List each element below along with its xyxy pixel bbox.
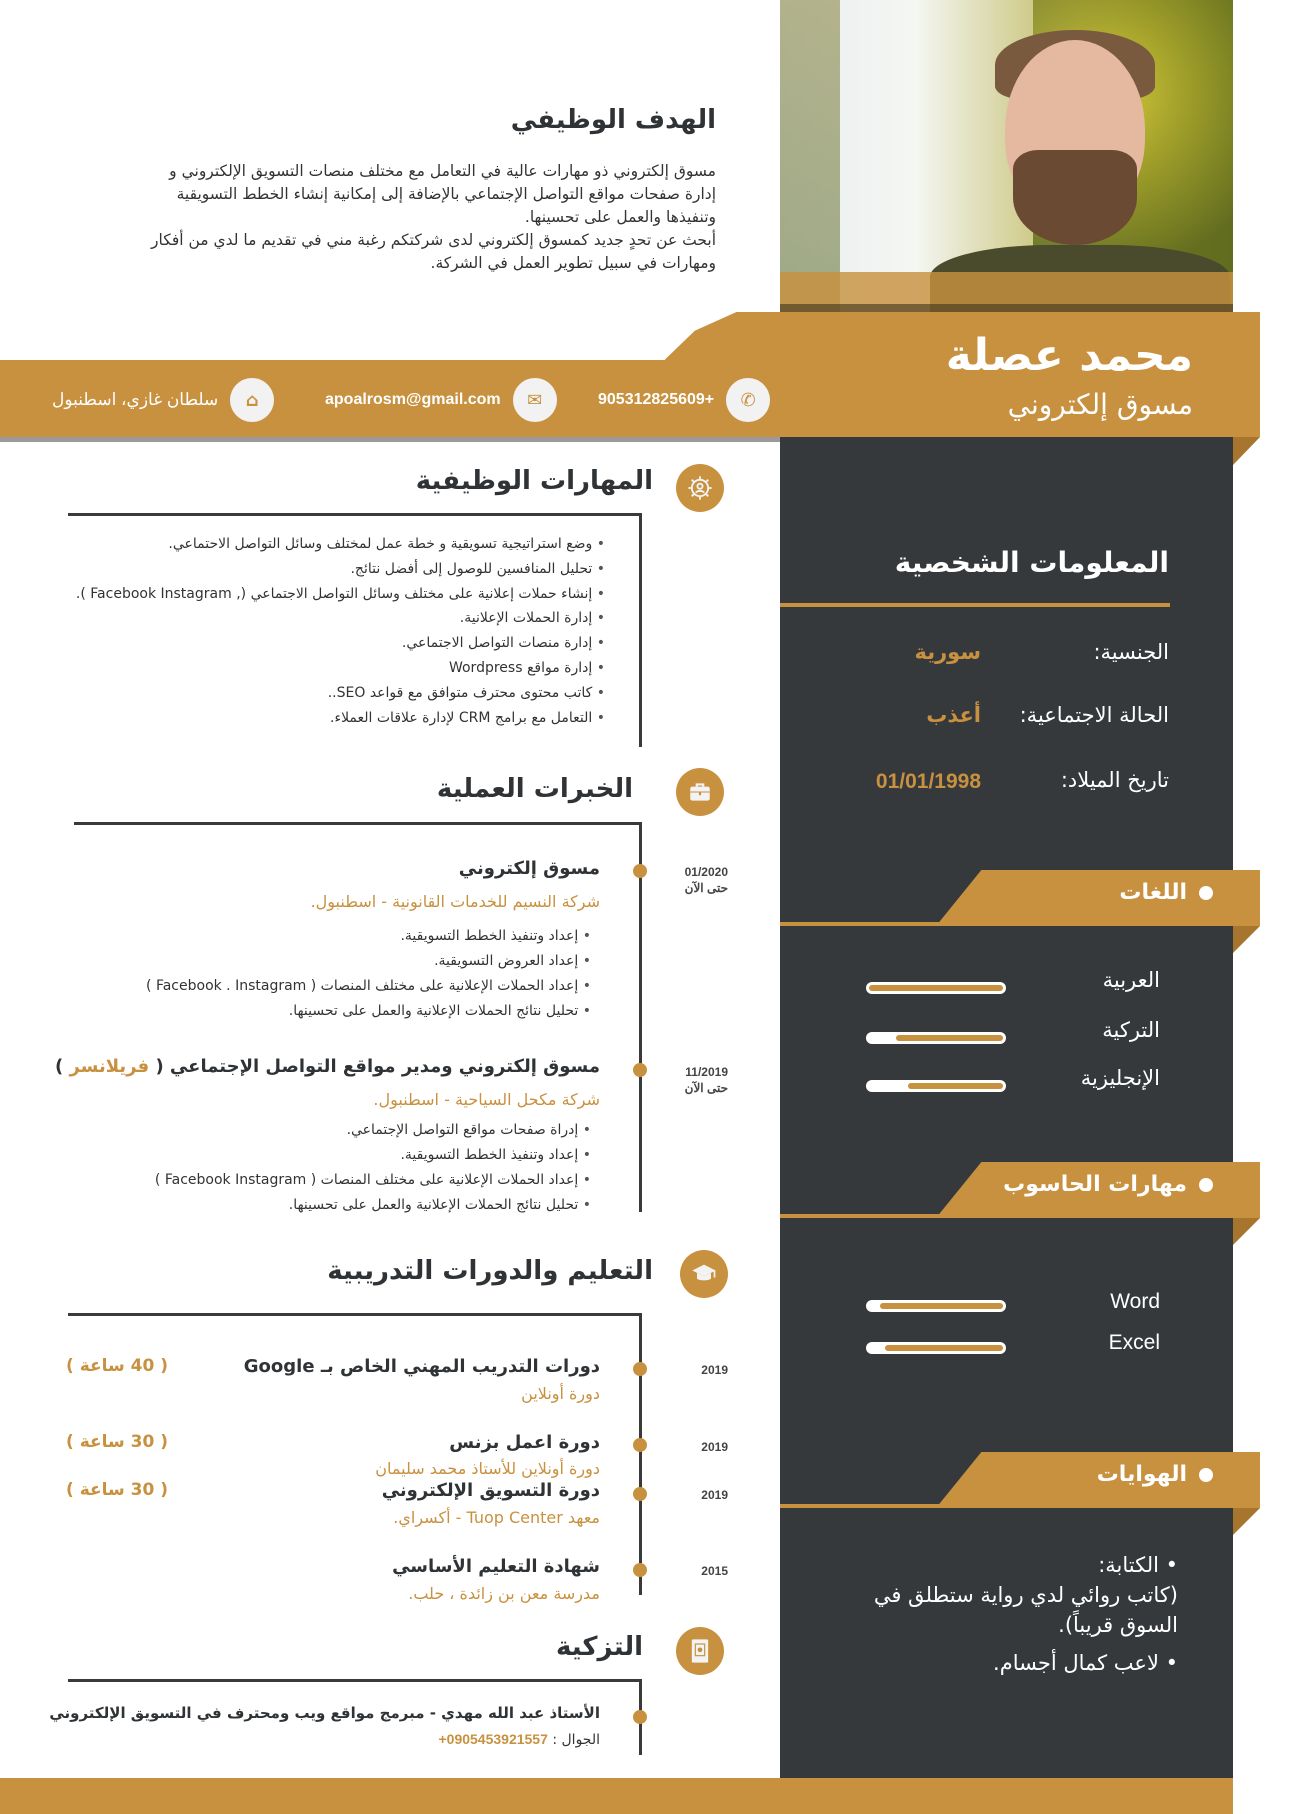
edu-hours: ( 40 ساعة ): [66, 1356, 169, 1376]
nationality-label: الجنسية:: [1093, 640, 1169, 664]
task-item: • تحليل نتائج الحملات الإعلانية والعمل على تحسينها.: [31, 999, 591, 1024]
skills-list: [45, 532, 605, 731]
bullet-dot: [1199, 1468, 1213, 1482]
job-start-date: 11/2019: [685, 1065, 728, 1079]
skill-item: • إنشاء حملات إعلانية على مختلف وسائل التواصل الاجتماعي (, Facebook Instagram ).: [45, 582, 605, 606]
job-title-main: مسوق إلكتروني ومدير مواقع التواصل الإجتماعي (: [155, 1056, 600, 1077]
computer-skill-fill: [880, 1303, 1003, 1309]
nationality-value: سورية: [914, 640, 981, 664]
education-title: التعليم والدورات التدريبية: [327, 1256, 653, 1286]
job-date: [685, 1064, 728, 1096]
hobbies-title: [1097, 1462, 1213, 1487]
computer-skill-bar: [866, 1300, 1006, 1312]
computer-skill-bar: [866, 1342, 1006, 1354]
task-item: • إعداد العروض التسويقية.: [31, 949, 591, 974]
timeline-line: [639, 1313, 642, 1595]
timeline-dot: [633, 1362, 647, 1376]
computer-skill-name: Word: [1110, 1290, 1160, 1313]
reference-contact: [438, 1731, 600, 1748]
edu-title: دورة اعمل بزنس: [449, 1432, 600, 1453]
marital-status-label: الحالة الاجتماعية:: [1019, 703, 1169, 727]
hobby-item: • الكتابة:: [1098, 1553, 1178, 1577]
language-name: الإنجليزية: [1080, 1066, 1160, 1090]
hobbies-title-text: الهوايات: [1096, 1462, 1187, 1487]
language-level-bar: [866, 1080, 1006, 1092]
section-rule: [68, 1679, 642, 1682]
edu-title: دورة التسويق الإلكتروني: [381, 1480, 600, 1501]
language-level-fill: [896, 1035, 1003, 1041]
edu-year: 2015: [701, 1564, 728, 1578]
briefcase-icon: [676, 768, 724, 816]
job-company: شركة النسيم للخدمات القانونية - اسطنبول.: [310, 892, 600, 911]
phone-text: +905312825609: [598, 391, 715, 408]
edu-sub: مدرسة معن بن زائدة ، حلب.: [408, 1584, 600, 1603]
computer-skills-title: [1003, 1172, 1213, 1197]
edu-title: شهادة التعليم الأساسي: [392, 1556, 600, 1577]
home-icon: ⌂: [230, 378, 274, 422]
job-tasks: [31, 924, 591, 1024]
banner-fold: [1233, 437, 1260, 465]
languages-title-text: اللغات: [1119, 880, 1187, 905]
job-until: حتى الآن: [684, 881, 728, 895]
skill-item: • إدارة الحملات الإعلانية.: [45, 606, 605, 631]
hobby-label: لاعب كمال أجسام.: [993, 1651, 1159, 1675]
email-text: apoalrosm@gmail.com: [325, 391, 501, 408]
reference-name: الأستاذ عبد الله مهدي - مبرمج مواقع ويب ومحترف في التسويق الإلكتروني: [49, 1704, 600, 1722]
language-level-bar: [866, 982, 1006, 994]
job-title: [55, 1056, 600, 1077]
tab-fold: [1233, 926, 1260, 953]
timeline-dot: [633, 1487, 647, 1501]
contact-address: [52, 378, 274, 422]
profile-photo: [780, 0, 1233, 312]
timeline-dot: [633, 1710, 647, 1724]
birthdate-label: تاريخ الميلاد:: [1060, 768, 1169, 792]
edu-year: 2019: [701, 1440, 728, 1454]
language-level-bar: [866, 1032, 1006, 1044]
job-tasks: [31, 1118, 591, 1218]
objective-title: الهدف الوظيفي: [510, 105, 716, 135]
edu-year: 2019: [701, 1363, 728, 1377]
skill-item: • إدارة مواقع Wordpress: [45, 656, 605, 681]
job-date: [685, 864, 728, 896]
experience-title: الخبرات العملية: [436, 774, 633, 804]
bullet-dot: [1199, 1178, 1213, 1192]
section-rule-vertical: [639, 513, 642, 747]
task-item: • إعداد الحملات الإعلانية على مختلف المنصات ( Facebook Instagram ): [31, 1168, 591, 1193]
gear-user-icon: [676, 464, 724, 512]
reference-phone[interactable]: +0905453921557: [438, 1731, 548, 1747]
timeline-dot: [633, 864, 647, 878]
objective-line: أبحث عن تحدٍ جديد كمسوق إلكتروني لدى شركتكم رغبة مني في تقديم ما لدي من أفكار: [151, 231, 716, 249]
language-name: العربية: [1102, 968, 1160, 992]
objective-text: [56, 160, 716, 275]
language-level-fill: [908, 1083, 1003, 1089]
language-level-fill: [869, 985, 1003, 991]
hobby-detail: (كاتب روائي لدي رواية ستطلق في السوق قريباً).: [873, 1583, 1178, 1637]
address-text: سلطان غازي، اسطنبول: [52, 390, 219, 409]
hobby-label: الكتابة:: [1098, 1553, 1159, 1577]
job-start-date: 01/2020: [684, 865, 728, 879]
skill-item: • كاتب محتوى محترف متوافق مع قواعد SEO..: [45, 681, 605, 706]
computer-skill-name: Excel: [1108, 1331, 1160, 1354]
envelope-icon: ✉: [513, 378, 557, 422]
job-title-close: ): [54, 1056, 64, 1077]
reference-phone-label: الجوال :: [552, 1732, 600, 1748]
edu-sub: معهد Tuop Center - أكسراي.: [393, 1508, 600, 1527]
contact-phone[interactable]: [598, 378, 770, 422]
computer-skills-title-text: مهارات الحاسوب: [1003, 1172, 1187, 1197]
marital-status-value: أعذب: [926, 703, 981, 727]
job-title-freelance: فريلانسر: [69, 1056, 150, 1077]
tab-fold: [1233, 1218, 1260, 1245]
certificate-icon: [676, 1627, 724, 1675]
edu-hours: ( 30 ساعة ): [66, 1432, 169, 1452]
edu-sub: دورة أونلاين: [521, 1384, 600, 1403]
job-until: حتى الآن: [684, 1081, 728, 1095]
section-rule: [68, 1313, 642, 1316]
skills-title: المهارات الوظيفية: [415, 466, 653, 496]
hobbies-list: [818, 1550, 1178, 1678]
timeline-dot: [633, 1438, 647, 1452]
skill-item: • التعامل مع برامج CRM لإدارة علاقات العملاء.: [45, 706, 605, 731]
tab-fold: [1233, 1508, 1260, 1535]
graduation-cap-icon: [680, 1250, 728, 1298]
skill-item: • إدارة منصات التواصل الاجتماعي.: [45, 631, 605, 656]
personal-info-title: المعلومات الشخصية: [894, 546, 1169, 579]
section-rule: [74, 822, 642, 825]
task-item: • إعداد وتنفيذ الخطط التسويقية.: [31, 1143, 591, 1168]
personal-info-rule: [780, 603, 1170, 607]
section-rule: [68, 513, 642, 516]
timeline-dot: [633, 1063, 647, 1077]
job-company: شركة مكحل السياحية - اسطنبول.: [373, 1090, 600, 1109]
task-item: • إدراة صفحات مواقع التواصل الإجتماعي.: [31, 1118, 591, 1143]
objective-line: وتنفيذها والعمل على تحسينها.: [524, 208, 716, 226]
reference-title: التزكية: [556, 1632, 643, 1662]
edu-sub: دورة أونلاين للأستاذ محمد سليمان: [375, 1459, 600, 1478]
skill-item: • تحليل المنافسين للوصول إلى أفضل نتائج.: [45, 557, 605, 582]
phone-icon: ✆: [726, 378, 770, 422]
edu-title: دورات التدريب المهني الخاص بـ Google: [243, 1356, 600, 1377]
objective-line: مسوق إلكتروني ذو مهارات عالية في التعامل مع مختلف منصات التسويق الإلكتروني و: [169, 162, 716, 180]
edu-year: 2019: [701, 1488, 728, 1502]
person-job-title: مسوق إلكتروني: [1007, 388, 1193, 421]
contact-email[interactable]: [325, 378, 557, 422]
birthdate-value: 01/01/1998: [875, 770, 981, 793]
bullet-dot: [1199, 886, 1213, 900]
footer-bar: [0, 1778, 1233, 1814]
language-name: التركية: [1102, 1018, 1160, 1042]
person-name: محمد عصلة: [945, 330, 1193, 381]
timeline-line: [639, 822, 642, 1212]
task-item: • إعداد وتنفيذ الخطط التسويقية.: [31, 924, 591, 949]
hobby-item: • لاعب كمال أجسام.: [993, 1651, 1178, 1675]
job-title: مسوق إلكتروني: [458, 858, 600, 879]
edu-hours: ( 30 ساعة ): [66, 1480, 169, 1500]
task-item: • إعداد الحملات الإعلانية على مختلف المنصات ( Facebook . Instagram ): [31, 974, 591, 999]
objective-line: ومهارات في سبيل تطوير العمل في الشركة.: [430, 254, 716, 272]
languages-title: [1119, 880, 1213, 905]
skill-item: • وضع استراتيجية تسويقية و خطة عمل لمختلف وسائل التواصل الاحتماعي.: [45, 532, 605, 557]
timeline-dot: [633, 1563, 647, 1577]
computer-skill-fill: [885, 1345, 1003, 1351]
contact-bar-shadow: [0, 437, 790, 442]
objective-line: إدارة صفحات مواقع التواصل الإجتماعي بالإضافة إلى إمكانية إنشاء الخطط التسويقية: [176, 185, 716, 203]
task-item: • تحليل نتائج الحملات الإعلانية والعمل على تحسينها.: [31, 1193, 591, 1218]
